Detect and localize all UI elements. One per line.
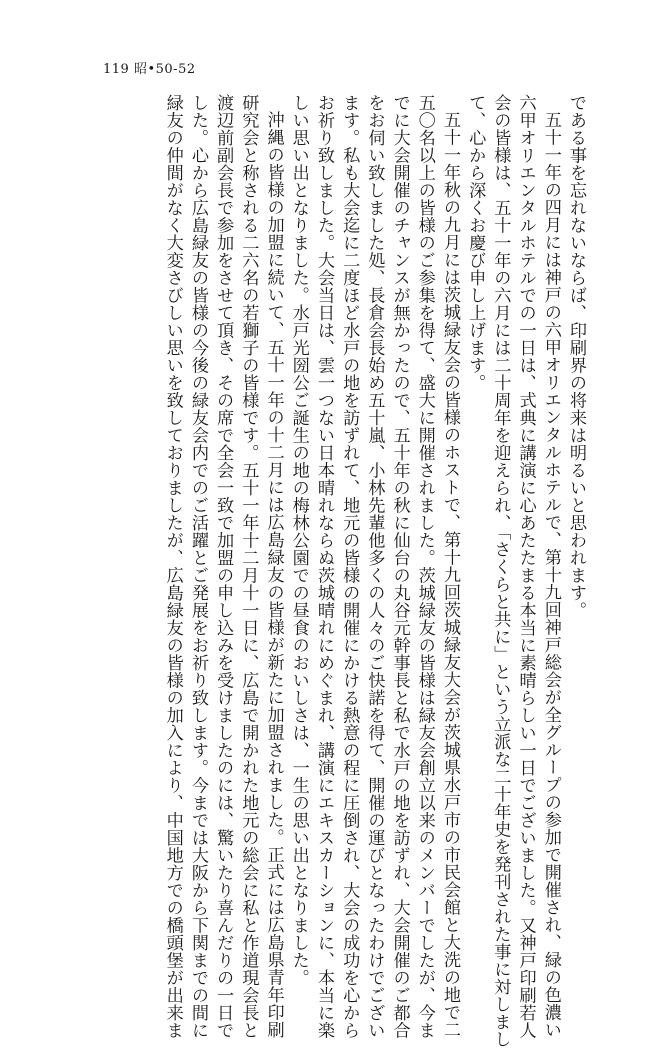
text-line: 会の皆様は、五十一年の六月には二十周年を迎えられ、「さくらと共に」という立派な二十年史を発刊された事に対しまし	[490, 94, 511, 1048]
text-line: 五十一年秋の九月には茨城緑友会の皆様のホストで、第十九回茨城緑友大会が茨城県水戸市の市民会館と大洗の地で二	[439, 111, 460, 1039]
text-line: て、心から深くお慶び申し上げます。	[465, 94, 486, 392]
text-line: した。心から広島緑友の皆様の今後の緑友会内でのご活躍とご発展をお祈り致します。今までは大阪から下関までの間に	[187, 94, 208, 1039]
text-line: 研究会と称される二六名の若獅子の皆様です。五十一年十二月十一日に、広島で開かれた地元の総会に私と作道現会長と	[238, 94, 259, 1039]
text-line: 五十一年の四月には神戸の六甲オリエンタルホテルで、第十九回神戸総会が全グループの参加で開催され、緑の色濃い	[540, 111, 561, 1039]
text-line: お祈り致しました。大会当日は、雲一つない日本晴れならぬ茨城晴れにめぐまれ、講演にエキスカーションに、本当に楽	[313, 94, 334, 1039]
text-line: 五〇名以上の皆様のご参集を得て、盛大に開催されました。茨城緑友の皆様は緑友会創立以来のメンバーでしたが、今ま	[414, 94, 435, 1039]
text-line: をお伺い致しました処、長倉会長始め五十嵐、小林先輩他多くの人々のご快諾を得て、開催の運びとなったわけでござい	[364, 94, 385, 1039]
text-line: 緑友の仲間がなく大変さびしい思いを致しておりましたが、広島緑友の皆様の加入により、中国地方での橋頭堡が出来ま	[162, 94, 183, 1039]
page-header	[103, 58, 196, 77]
text-line: 沖縄の皆様の加盟に続いて、五十一年の十二月には広島緑友の皆様が新たに加盟されました。正式には広島県青年印刷	[263, 111, 284, 1039]
text-line: ます。私も大会迄に二度ほど水戸の地を訪ずれて、地元の皆様の開催にかける熱意の程に圧倒され、大会の成功を心から	[339, 94, 360, 1039]
page-number: 119	[103, 62, 130, 77]
text-line: しい思い出となりました。水戸光圀公ご誕生の地の梅林公園での昼食のおいしさは、一生の思い出となりました。	[288, 94, 309, 987]
era-date: 昭•50-52	[133, 62, 196, 77]
text-line: 六甲オリエンタルホテルでの一日は、式典に講演に心あたたまる本当に素晴らしい一日でございました。又神戸印刷若人	[515, 94, 536, 1039]
text-line: でに大会開催のチャンスが無かったので、五十年の秋に仙台の丸谷元幹事長と私で水戸の地を訪ずれ、大会開催のご都合	[389, 94, 410, 1039]
text-line: である事を忘れないならば、印刷界の将来は明るいと思われます。	[566, 94, 586, 619]
vertical-text-block	[160, 94, 588, 1048]
text-line: 渡辺前副会長で参加をさせて頂き、その席で全会一致で加盟の申し込みを受けましたのには、驚いたり喜んだりの一日で	[213, 94, 234, 1039]
